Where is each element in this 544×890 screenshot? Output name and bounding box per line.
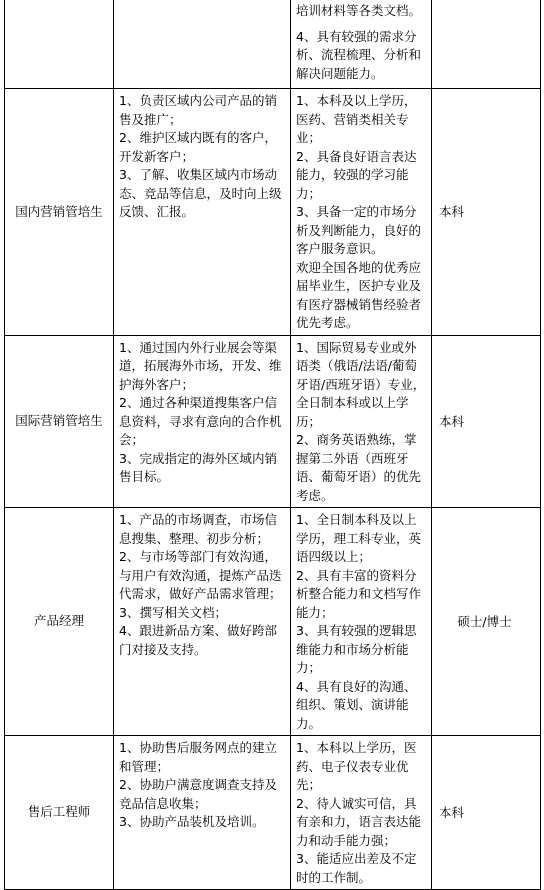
duties-cell: [114, 335, 291, 508]
duty-item: 1、产品的市场调查，市场信息搜集、整理、初步分析；: [119, 512, 277, 546]
education-cell: 本科: [432, 736, 541, 890]
duty-item: 2、与市场等部门有效沟通，与用户有效沟通，提炼产品迭代需求，做好产品需求管理；: [119, 549, 282, 601]
requirement-item: 3、具有较强的逻辑思维能力和市场分析能力；: [296, 623, 417, 675]
duty-item: 1、协助售后服务网点的建立和管理；: [119, 740, 277, 774]
duty-item: 2、通过各种渠道搜集客户信息资料，寻求有意向的合作机会；: [119, 395, 282, 447]
requirement-item: 培训材料等各类文档。: [296, 3, 422, 18]
requirement-item: 欢迎全国各地的优秀应届毕业生，医护专业及有医疗器械销售经验者优先考虑。: [296, 259, 422, 330]
requirement-item: 1、本科及以上学历，医药、营销类相关专业；: [296, 93, 417, 145]
requirement-item: 2、具备良好语言表达能力，较强的学习能力；: [296, 148, 417, 201]
duty-item: 1、负责区域内公司产品的销售及推广；: [119, 93, 277, 127]
duty-item: 1、通过国内外行业展会等渠道，拓展海外市场，开发、维护海外客户；: [119, 339, 282, 392]
requirement-item: 1、本科以上学历，医药、电子仪表专业优先；: [296, 740, 417, 792]
table-row: [5, 89, 541, 336]
position-cell: 国际营销管培生: [5, 335, 114, 508]
requirements-cell: [291, 0, 432, 89]
requirement-item: 1、全日制本科及以上学历，理工科专业，英语四级以上；: [296, 512, 422, 564]
requirement-item: 4、具有良好的沟通、组织、策划、演讲能力。: [296, 678, 417, 731]
education-cell: [432, 0, 541, 89]
table-row: [5, 736, 541, 890]
requirement-item: 1、国际贸易专业或外语类（俄语/法语/葡萄牙语/西班牙语）专业，全日制本科或以上学历；: [296, 339, 426, 429]
requirements-cell: [291, 508, 432, 736]
education-cell: 硕士/博士: [432, 508, 541, 736]
position-cell: 售后工程师: [5, 736, 114, 890]
duties-cell: [114, 508, 291, 736]
duty-item: 2、维护区域内既有的客户，开发新客户；: [119, 130, 277, 164]
requirements-cell: [291, 335, 432, 508]
requirement-item: 4、具有较强的需求分析、流程梳理、分析和解决问题能力。: [296, 28, 422, 81]
education-cell: 本科: [432, 335, 541, 508]
job-table: [4, 0, 541, 890]
duty-item: 3、完成指定的海外区域内销售目标。: [119, 450, 277, 484]
duty-item: 3、撰写相关文档；: [119, 604, 227, 620]
requirement-item: 2、商务英语熟练，掌握第二外语（西班牙语、葡萄牙语）的优先考虑。: [296, 432, 422, 503]
table-row: [5, 335, 541, 508]
duties-cell: [114, 0, 291, 89]
position-cell: 国内营销管培生: [5, 89, 114, 336]
education-cell: 本科: [432, 89, 541, 336]
duties-cell: [114, 736, 291, 890]
requirements-cell: [291, 89, 432, 336]
requirement-item: 2、具有丰富的资料分析整合能力和文档写作能力；: [296, 567, 422, 620]
table-row: [5, 508, 541, 736]
duty-item: 3、了解、收集区域内市场动态、竞品等信息，及时向上级反馈、汇报。: [119, 167, 282, 219]
position-cell: [5, 0, 114, 89]
position-cell: 产品经理: [5, 508, 114, 736]
duties-cell: [114, 89, 291, 336]
duty-item: 3、协助产品装机及培训。: [119, 814, 265, 829]
duty-item: 2、协助户满意度调查支持及竞品信息收集；: [119, 777, 277, 811]
requirement-item: 2、待人诚实可信，具有亲和力，语言表达能力和动手能力强；: [296, 795, 422, 848]
requirement-item: 3、具备一定的市场分析及判断能力，良好的客户服务意识。: [296, 204, 422, 256]
table-row: [5, 0, 541, 89]
duty-item: 4、跟进新品方案、做好跨部门对接及支持。: [119, 623, 277, 657]
requirement-item: 3、能适应出差及不定时的工作制。: [296, 851, 417, 885]
requirements-cell: [291, 736, 432, 890]
